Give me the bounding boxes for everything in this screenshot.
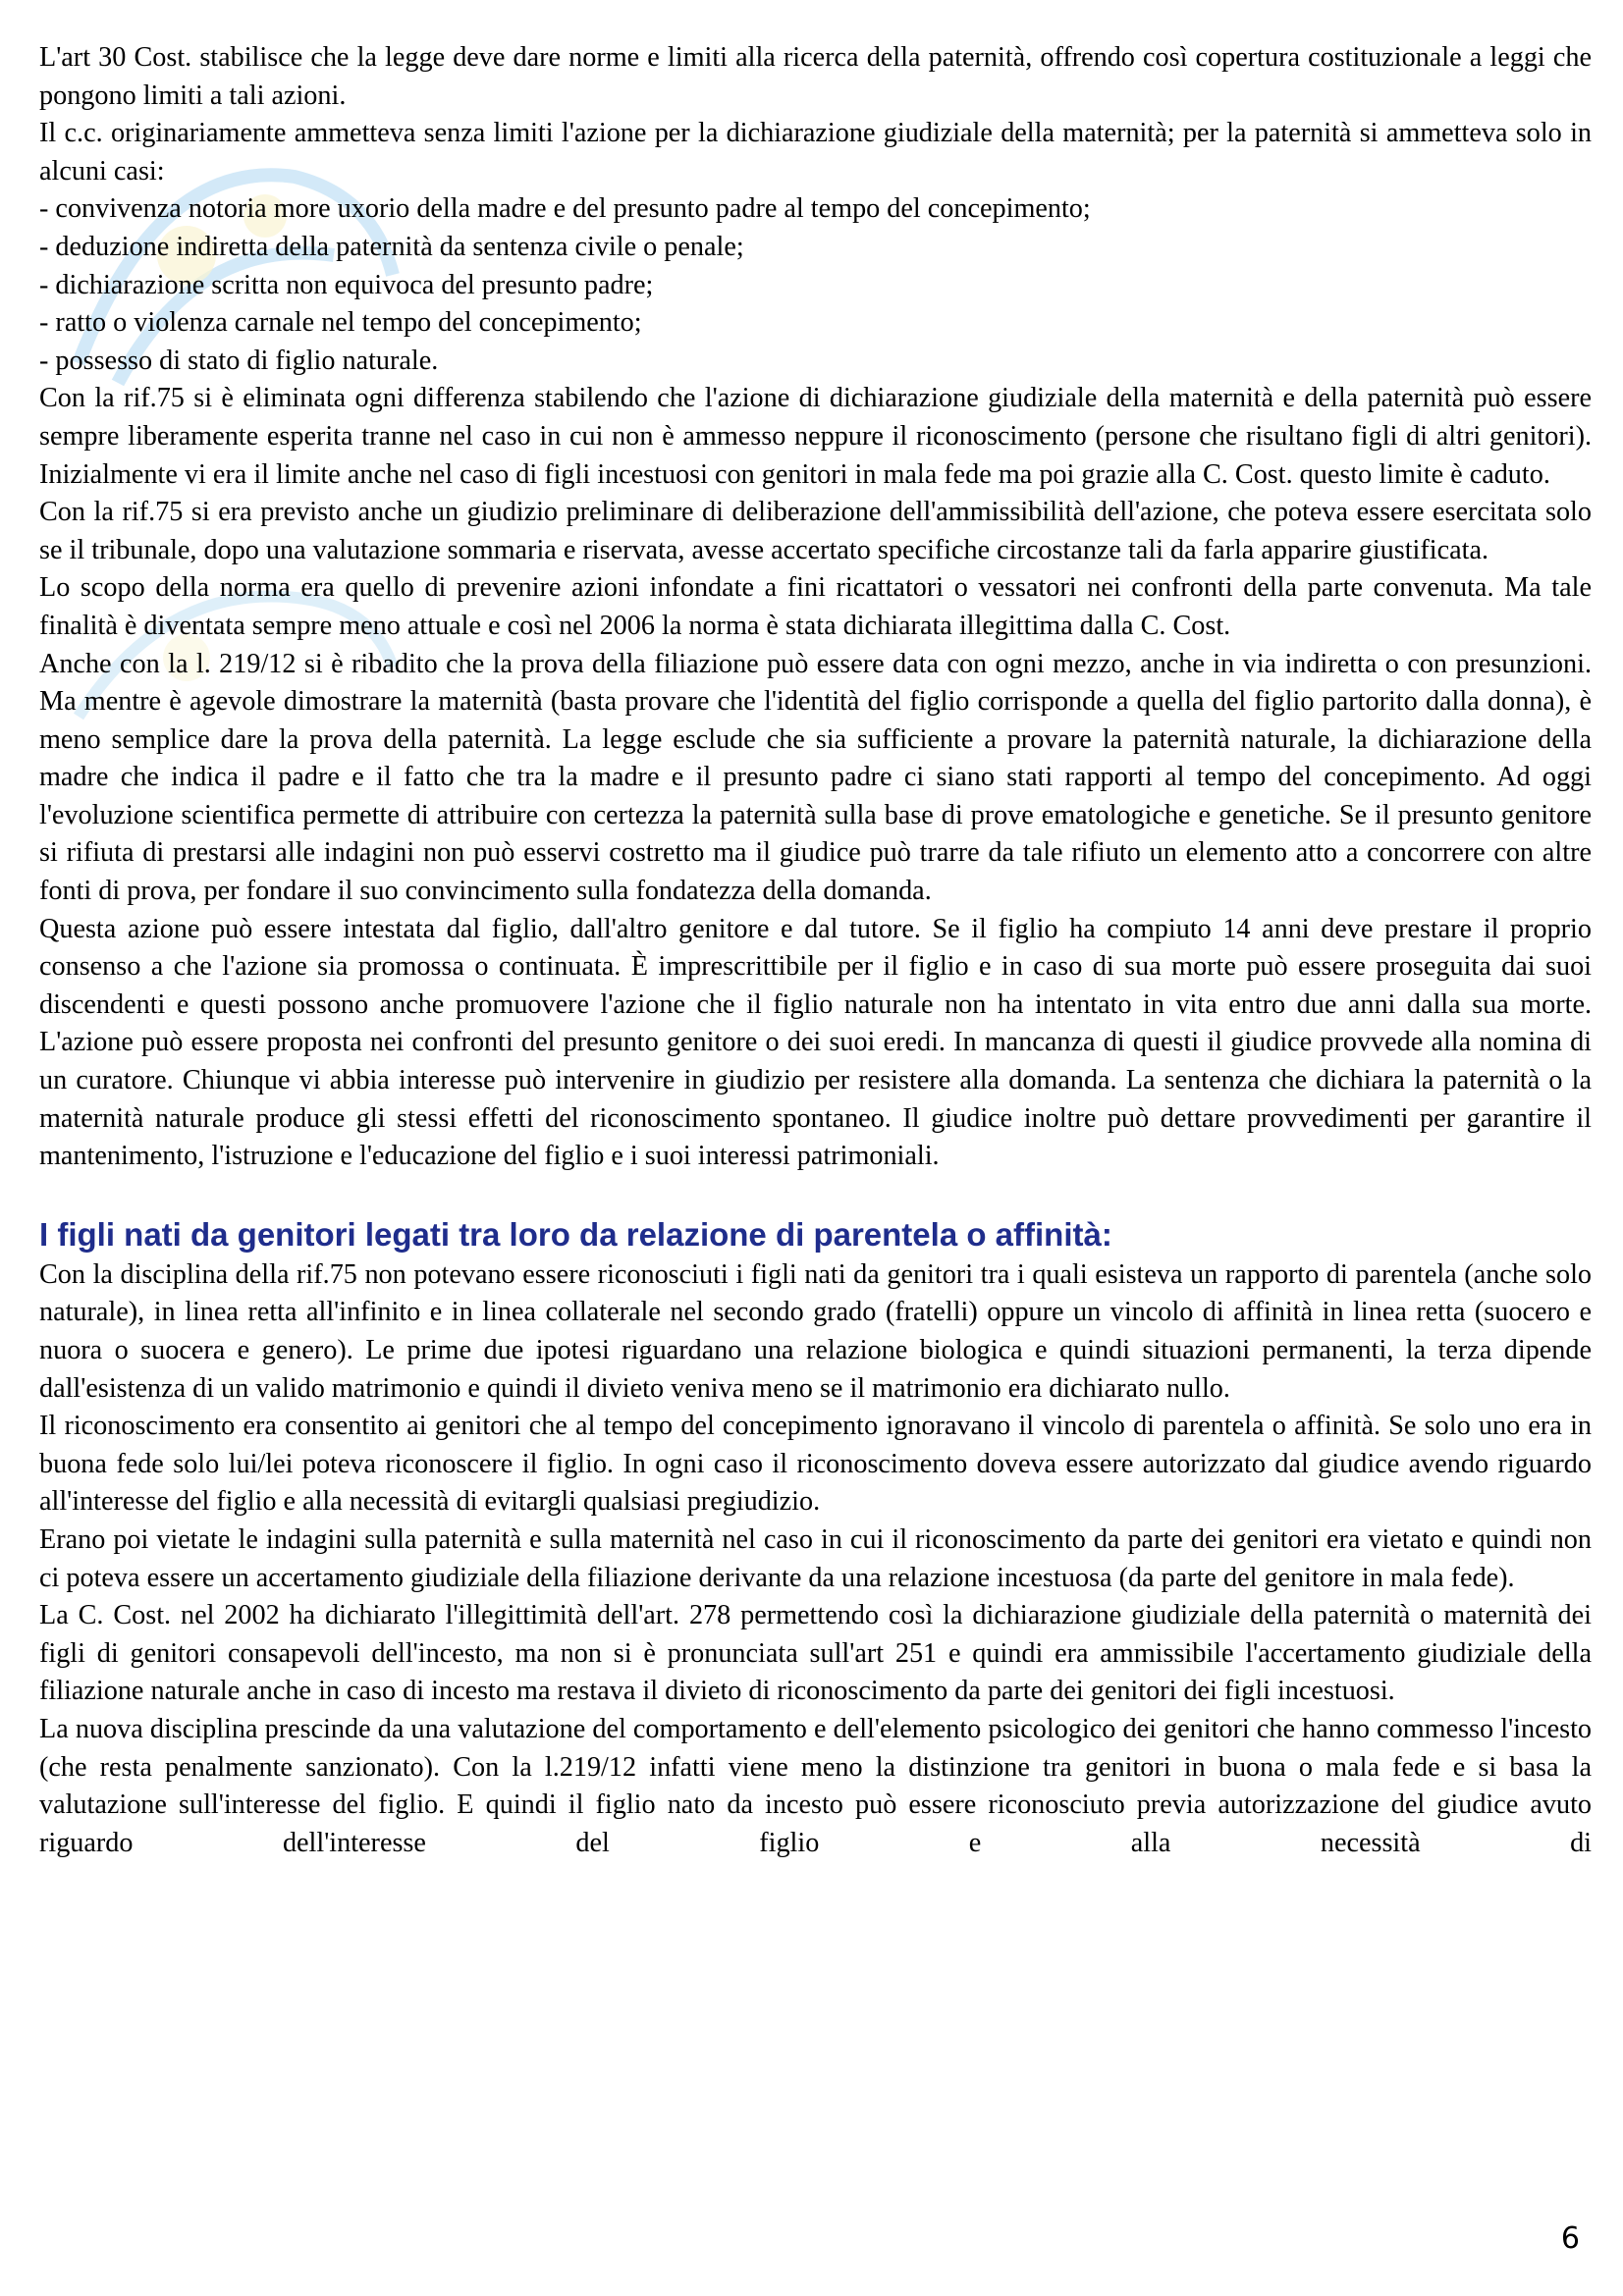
paragraph: Il riconoscimento era consentito ai genitori che al tempo del concepimento ignoravano il vincolo di parentela o affinità. Se solo uno era in buona fede solo lui/lei poteva riconoscere il figlio. In ogni caso il riconoscimento doveva essere autorizzato dal giudice avendo riguardo all'interesse del figlio e alla necessità di evitargli qualsiasi pregiudizio. (39, 1411, 1592, 1518)
paragraph: Erano poi vietate le indagini sulla paternità e sulla maternità nel caso in cui il riconoscimento da parte dei genitori era vietato e quindi non ci poteva essere un accertamento giudiziale della filiazione derivante da una relazione incestuosa (da parte del genitore in mala fede). (39, 1523, 1592, 1593)
paragraph: L'art 30 Cost. stabilisce che la legge deve dare norme e limiti alla ricerca della paternità, offrendo così copertura costituzionale a leggi che pongono limiti a tali azioni. (39, 42, 1592, 111)
section-heading: I figli nati da genitori legati tra loro da relazione di parentela o affinità: (39, 1215, 1112, 1253)
list-item: - possesso di stato di figlio naturale. (39, 345, 439, 376)
paragraph: Con la rif.75 si era previsto anche un giudizio preliminare di deliberazione dell'ammissibilità dell'azione, che poteva essere esercitata solo se il tribunale, dopo una valutazione sommaria e riservata, avesse accertato specifiche circostanze tali da farla apparire giustificata. (39, 497, 1592, 565)
list-item: - deduzione indiretta della paternità da sentenza civile o penale; (39, 231, 744, 262)
list-item: - dichiarazione scritta non equivoca del presunto padre; (39, 269, 654, 300)
list-item: - convivenza notoria more uxorio della madre e del presunto padre al tempo del concepimento; (39, 193, 1091, 225)
paragraph: Anche con la l. 219/12 si è ribadito che la prova della filiazione può essere data con ogni mezzo, anche in via indiretta o con presunzioni. Ma mentre è agevole dimostrare la maternità (basta provare che l'identità del figlio corrisponde a quella del figlio partorito dalla donna), è meno semplice dare la prova della paternità. La legge esclude che sia sufficiente a provare la paternità naturale, la dichiarazione della madre che indica il padre e il fatto che tra la madre e il presunto padre ci siano stati rapporti al tempo del concepimento. Ad oggi l'evoluzione scientifica permette di attribuire con certezza la paternità sulla base di prove ematologiche e genetiche. Se il presunto genitore si rifiuta di prestarsi alle indagini non può esservi costretto ma il giudice può trarre da tale rifiuto un elemento atto a concorrere con altre fonti di prova, per fondare il suo convincimento sulla fondatezza della domanda. (39, 648, 1592, 907)
document-page (39, 39, 1592, 1862)
paragraph: La C. Cost. nel 2002 ha dichiarato l'illegittimità dell'art. 278 permettendo così la dichiarazione giudiziale della paternità o maternità dei figli di genitori consapevoli dell'incesto, ma non si è pronunciata sull'art 251 e quindi era ammissibile l'accertamento giudiziale della filiazione naturale anche in caso di incesto ma restava il divieto di riconoscimento da parte dei genitori dei figli incestuosi. (39, 1600, 1592, 1707)
paragraph: Con la rif.75 si è eliminata ogni differenza stabilendo che l'azione di dichiarazione giudiziale della maternità e della paternità può essere sempre liberamente esperita tranne nel caso in cui non è ammesso neppure il riconoscimento (persone che risultano figli di altri genitori). Inizialmente vi era il limite anche nel caso di figli incestuosi con genitori in mala fede ma poi grazie alla C. Cost. questo limite è caduto. (39, 383, 1592, 490)
paragraph: Questa azione può essere intestata dal figlio, dall'altro genitore e dal tutore. Se il figlio ha compiuto 14 anni deve prestare il proprio consenso a che l'azione sia promossa o continuata. È imprescrittibile per il figlio e in caso di sua morte può essere proseguita dai suoi discendenti e questi possono anche promuovere l'azione che il figlio naturale non ha intentato in vita entro due anni dalla sua morte. L'azione può essere proposta nei confronti del presunto genitore o dei suoi eredi. In mancanza di questi il giudice provvede alla nomina di un curatore. Chiunque vi abbia interesse può intervenire in giudizio per resistere alla domanda. La sentenza che dichiara la paternità o la maternità naturale produce gli stessi effetti del riconoscimento spontaneo. Il giudice inoltre può dettare provvedimenti per garantire il mantenimento, l'istruzione e l'educazione del figlio e i suoi interessi patrimoniali. (39, 913, 1592, 1172)
bullet-list (39, 190, 1592, 380)
paragraph: Con la disciplina della rif.75 non potevano essere riconosciuti i figli nati da genitori tra i quali esisteva un rapporto di parentela (anche solo naturale), in linea retta all'infinito e in linea collaterale nel secondo grado (fratelli) oppure un vincolo di affinità in linea retta (suocero e nuora o suocera e genero). Le prime due ipotesi riguardano una relazione biologica e quindi situazioni permanenti, la terza dipende dall'esistenza di un valido matrimonio e quindi il divieto veniva meno se il matrimonio era dichiarato nullo. (39, 1258, 1592, 1404)
paragraph: La nuova disciplina prescinde da una valutazione del comportamento e dell'elemento psicologico dei genitori che hanno commesso l'incesto (che resta penalmente sanzionato). Con la l.219/12 infatti viene meno la distinzione tra genitori in buona o mala fede e si basa la valutazione sull'interesse del figlio. E quindi il figlio nato da incesto può essere riconosciuto previa autorizzazione del giudice avuto riguardo dell'interesse del figlio e alla necessità di (39, 1713, 1592, 1858)
list-item: - ratto o violenza carnale nel tempo del concepimento; (39, 307, 642, 339)
paragraph: Il c.c. originariamente ammetteva senza limiti l'azione per la dichiarazione giudiziale della maternità; per la paternità si ammetteva solo in alcuni casi: (39, 118, 1592, 187)
paragraph: Lo scopo della norma era quello di prevenire azioni infondate a fini ricattatori o vessatori nei confronti della parte convenuta. Ma tale finalità è diventata sempre meno attuale e così nel 2006 la norma è stata dichiarata illegittima dalla C. Cost. (39, 572, 1592, 641)
page-number: 6 (1560, 2221, 1580, 2256)
